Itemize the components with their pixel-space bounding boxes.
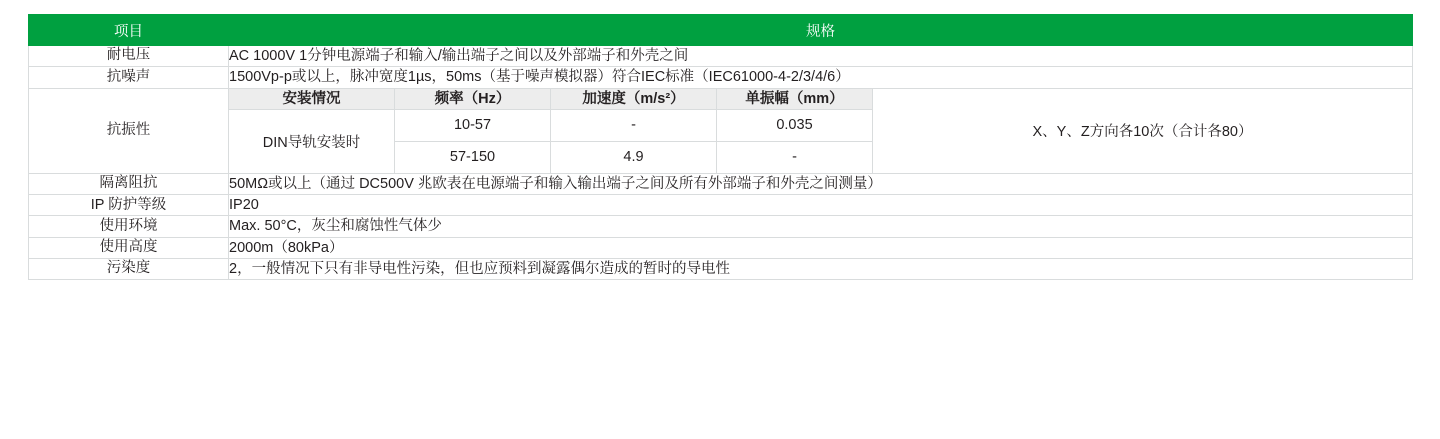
row-label-withstand-voltage: 耐电压 (29, 46, 229, 67)
row-label-ip-rating: IP 防护等级 (29, 195, 229, 216)
vibration-subheader-mounting: 安装情况 (229, 88, 395, 109)
row-label-operating-environment: 使用环境 (29, 216, 229, 237)
vibration-acceleration-1: - (551, 109, 717, 141)
vibration-mounting-value: DIN导轨安装时 (229, 109, 395, 173)
table-row (29, 216, 1413, 237)
row-value-withstand-voltage: AC 1000V 1分钟电源端子和输入/输出端子之间以及外部端子和外壳之间 (229, 46, 1413, 67)
vibration-frequency-2: 57-150 (395, 141, 551, 173)
vibration-directions: X、Y、Z方向各10次（合计各80） (873, 88, 1413, 173)
row-value-operating-environment: Max. 50°C，灰尘和腐蚀性气体少 (229, 216, 1413, 237)
table-row (29, 237, 1413, 258)
vibration-subheader-amplitude: 单振幅（mm） (717, 88, 873, 109)
specification-table (28, 14, 1413, 280)
table-row (29, 259, 1413, 280)
row-label-vibration-resistance: 抗振性 (29, 88, 229, 173)
row-value-noise-immunity: 1500Vp-p或以上，脉冲宽度1µs，50ms（基于噪声模拟器）符合IEC标准（IEC61000-4-2/3/4/6） (229, 67, 1413, 88)
row-label-noise-immunity: 抗噪声 (29, 67, 229, 88)
vibration-amplitude-2: - (717, 141, 873, 173)
vibration-amplitude-1: 0.035 (717, 109, 873, 141)
row-value-insulation-resistance: 50MΩ或以上（通过 DC500V 兆欧表在电源端子和输入输出端子之间及所有外部端子和外壳之间测量） (229, 173, 1413, 194)
table-header-row (29, 15, 1413, 46)
vibration-subheader-acceleration: 加速度（m/s²） (551, 88, 717, 109)
row-label-pollution-degree: 污染度 (29, 259, 229, 280)
vibration-frequency-1: 10-57 (395, 109, 551, 141)
row-value-ip-rating: IP20 (229, 195, 1413, 216)
row-label-operating-altitude: 使用高度 (29, 237, 229, 258)
vibration-subheader-frequency: 频率（Hz） (395, 88, 551, 109)
row-value-pollution-degree: 2，一般情况下只有非导电性污染，但也应预料到凝露偶尔造成的暂时的导电性 (229, 259, 1413, 280)
header-cell-spec: 规格 (229, 15, 1413, 46)
table-row-vibration-subheader (29, 88, 1413, 109)
header-cell-item: 项目 (29, 15, 229, 46)
table-row (29, 67, 1413, 88)
row-value-operating-altitude: 2000m（80kPa） (229, 237, 1413, 258)
vibration-acceleration-2: 4.9 (551, 141, 717, 173)
table-row (29, 173, 1413, 194)
row-label-insulation-resistance: 隔离阻抗 (29, 173, 229, 194)
table-row (29, 195, 1413, 216)
table-row (29, 46, 1413, 67)
